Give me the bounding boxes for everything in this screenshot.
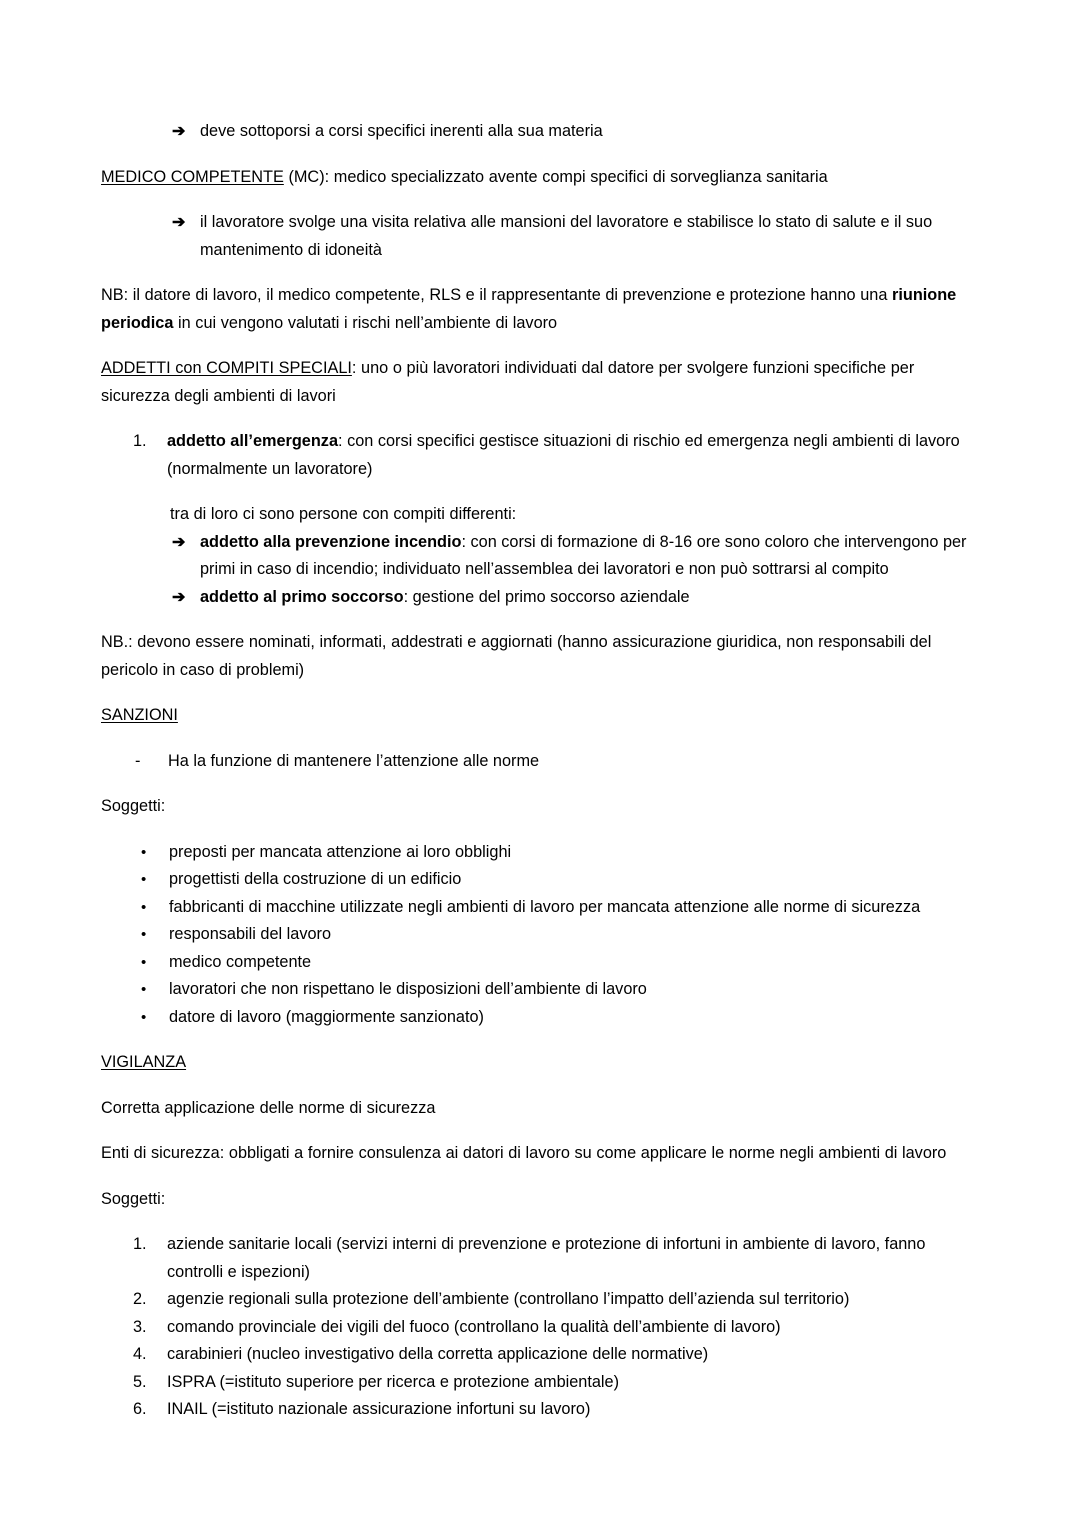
list-item-text: datore di lavoro (maggiormente sanzionato) [169,1007,484,1026]
arrow-bullet-item [101,584,978,612]
disc-bullet-icon: • [141,898,147,916]
list-item-text: carabinieri (nucleo investigativo della corretta applicazione delle normative) [167,1345,709,1363]
list-item [101,1286,978,1314]
arrow-bullet-text: deve sottoporsi a corsi specifici inerenti alla sua materia [200,122,603,140]
disc-bullet-icon: • [141,871,147,888]
paragraph-nb-riunione [101,282,978,337]
list-item-number: 3. [133,1317,147,1336]
list-item [101,1004,978,1032]
arrow-bullet-item [101,529,978,584]
list-item-text: preposti per mancata attenzione ai loro obblighi [169,842,512,861]
list-item [101,1314,978,1342]
arrow-bullet-bold-lead: addetto al primo soccorso [200,587,404,606]
list-item-number: 1. [133,1235,147,1253]
bullet-list-sanzioni-soggetti [101,839,978,1032]
numbered-list-vigilanza-soggetti [101,1231,978,1424]
arrow-bullet-icon: ➔ [172,588,186,606]
list-item [101,1231,978,1286]
list-item-text: medico competente [169,952,312,971]
list-item-text: : con corsi specifici gestisce situazioni di rischio ed emergenza negli ambienti di lavoro (normalmente un lavoratore) [167,432,960,478]
dash-bullet-icon: - [135,751,141,770]
list-item-text: aziende sanitarie locali (servizi interni di prevenzione e protezione di infortuni in ambiente di lavoro, fanno controlli e ispezioni) [167,1235,926,1281]
document-body [101,118,978,1424]
paragraph-vigilanza-line1: Corretta applicazione delle norme di sicurezza [101,1098,436,1117]
heading-sanzioni: SANZIONI [101,706,178,724]
list-item-text: INAIL (=istituto nazionale assicurazione infortuni su lavoro) [167,1400,591,1418]
list-item-body [167,428,978,483]
list-item-text: progettisti della costruzione di un edificio [169,870,462,888]
list-item-number: 1. [133,432,147,450]
disc-bullet-icon: • [141,843,147,861]
list-item [101,894,978,922]
dash-bullet-text: Ha la funzione di mantenere l’attenzione alle norme [168,751,540,770]
nb-riunione-suffix: in cui vengono valutati i rischi nell’ambiente di lavoro [173,313,558,332]
list-item-bold-lead: addetto all’emergenza [167,432,339,450]
list-item-number: 5. [133,1372,147,1391]
list-item-number: 6. [133,1400,147,1418]
disc-bullet-icon: • [141,953,147,971]
list-item-text: ISPRA (=istituto superiore per ricerca e protezione ambientale) [167,1372,620,1391]
label-soggetti-vigilanza: Soggetti: [101,1189,166,1208]
list-item [101,1396,978,1424]
list-item-text: comando provinciale dei vigili del fuoco (controllano la qualità dell’ambiente di lavoro) [167,1317,781,1336]
nb-riunione-bold: riunione periodica [101,286,957,332]
heading-medico-competente: MEDICO COMPETENTE [101,167,284,186]
list-item [101,839,978,867]
arrow-bullet-rest: : gestione del primo soccorso aziendale [403,587,690,606]
list-item-text: fabbricanti di macchine utilizzate negli ambienti di lavoro per mancata attenzione alle norme di sicurezza [169,897,921,916]
heading-addetti-compiti-speciali: ADDETTI con COMPITI SPECIALI [101,359,352,377]
heading-addetti-rest: : uno o più lavoratori individuati dal datore per svolgere funzioni specifiche per sicurezza degli ambienti di lavori [101,359,915,405]
paragraph-nb-nominati: NB.: devono essere nominati, informati, addestrati e aggiornati (hanno assicurazione giuridica, non responsabili del pericolo in caso di problemi) [101,633,932,679]
paragraph-medico-competente [101,164,978,192]
list-item [101,949,978,977]
heading-vigilanza: VIGILANZA [101,1053,187,1071]
arrow-bullet-icon: ➔ [172,533,186,551]
disc-bullet-icon: • [141,926,147,943]
list-item [101,1341,978,1369]
arrow-bullet-icon: ➔ [172,214,186,231]
arrow-bullet-item [101,209,978,264]
nb-riunione-prefix: NB: il datore di lavoro, il medico competente, RLS e il rappresentante di prevenzione e protezione hanno una [101,286,893,304]
paragraph-sanzioni-heading [101,702,978,730]
list-item-text: responsabili del lavoro [169,925,332,943]
arrow-bullet-text [200,529,978,584]
arrow-bullet-item [101,118,978,146]
list-item [101,976,978,1004]
sub-note-compiti-differenti: tra di loro ci sono persone con compiti differenti: [170,505,517,523]
disc-bullet-icon: • [141,1008,147,1026]
disc-bullet-icon: • [141,981,147,998]
list-item-number: 4. [133,1345,147,1363]
paragraph-vigilanza-heading [101,1049,978,1077]
heading-medico-competente-rest: (MC): medico specializzato avente compi specifici di sorveglianza sanitaria [283,167,828,186]
list-item [101,428,978,483]
list-item-text: lavoratori che non rispettano le disposizioni dell’ambiente di lavoro [169,980,647,998]
numbered-list-addetti [101,428,978,483]
paragraph-addetti-compiti-speciali [101,355,978,410]
list-item [101,921,978,949]
arrow-bullet-icon: ➔ [172,123,186,140]
arrow-bullet-text [200,584,978,612]
arrow-bullet-text: il lavoratore svolge una visita relativa alle mansioni del lavoratore e stabilisce lo stato di salute e il suo mantenimento di idoneità [200,213,933,259]
list-item [101,866,978,894]
dash-bullet-item [101,748,978,776]
arrow-bullet-bold-lead: addetto alla prevenzione incendio [200,532,462,551]
label-soggetti-sanzioni: Soggetti: [101,797,166,815]
paragraph-vigilanza-line2: Enti di sicurezza: obbligati a fornire consulenza ai datori di lavoro su come applicare le norme negli ambienti di lavoro [101,1144,947,1162]
list-item [101,1369,978,1397]
arrow-bullet-rest: : con corsi di formazione di 8-16 ore sono coloro che intervengono per primi in caso di incendio; individuato nell’assemblea dei lavoratori e non può sottrarsi al compito [200,532,967,578]
list-item-text: agenzie regionali sulla protezione dell’ambiente (controllano l’impatto dell’azienda sul territorio) [167,1290,850,1308]
list-item-number: 2. [133,1290,147,1308]
